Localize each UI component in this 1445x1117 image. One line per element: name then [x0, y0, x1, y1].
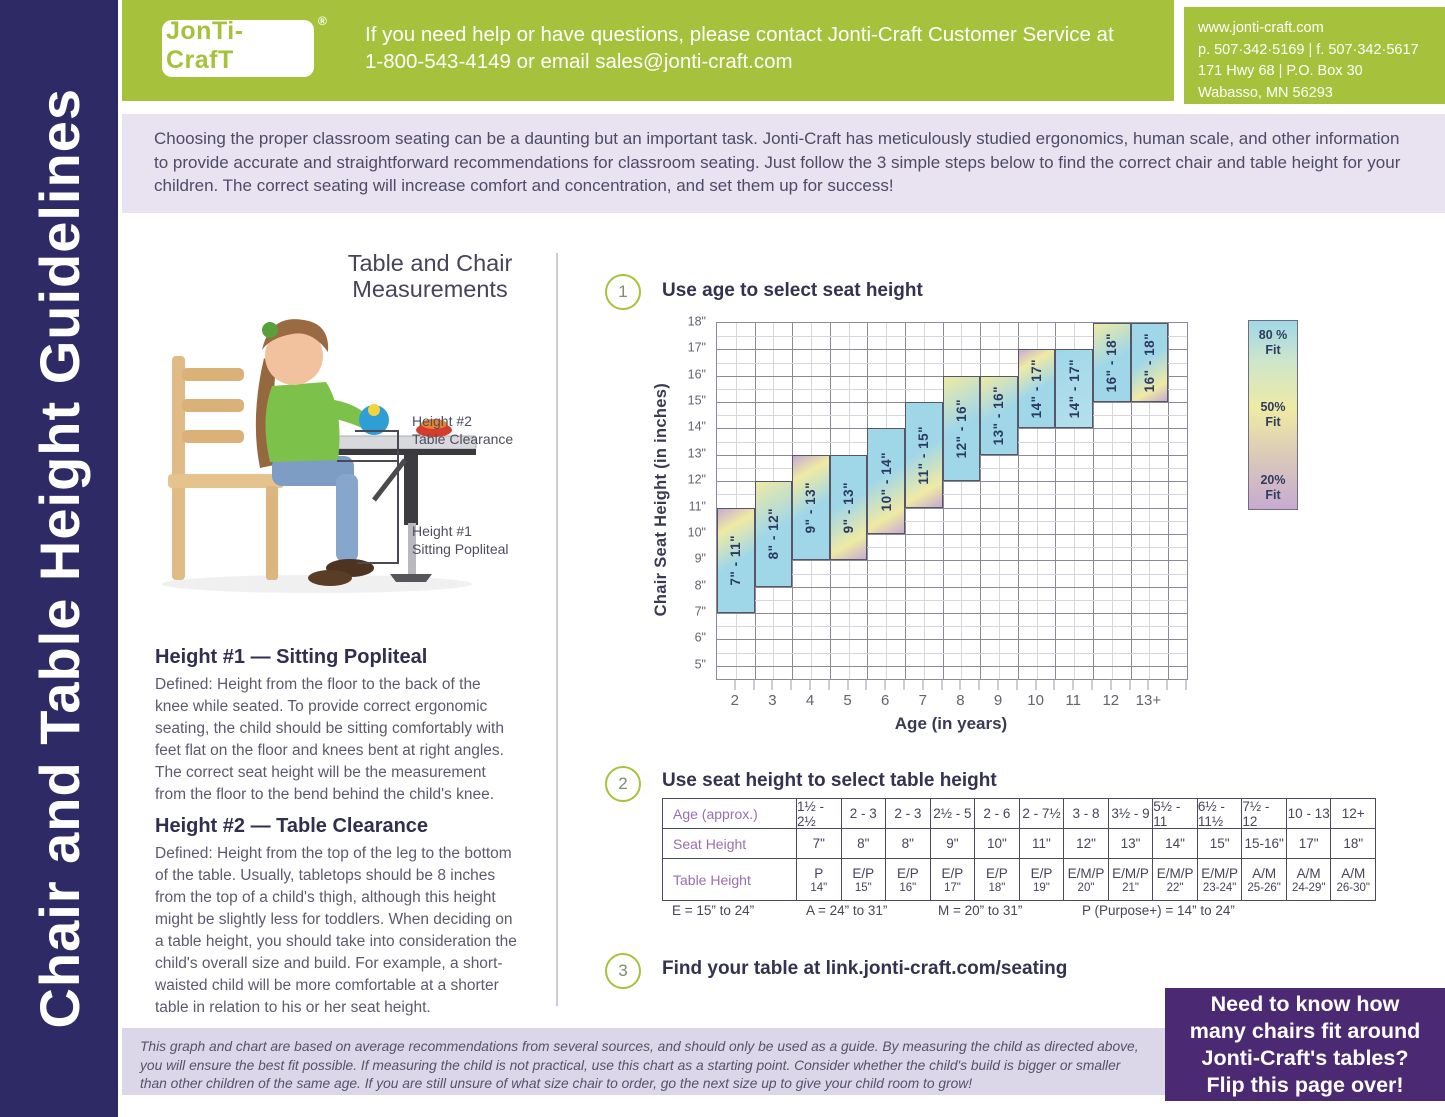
table-height-size: 26-30" — [1336, 881, 1370, 894]
seat-range-label: 14" - 17" — [1066, 359, 1082, 419]
table-height-size: 16" — [899, 881, 917, 894]
table-age-cell: 2 - 3 — [842, 799, 887, 829]
x-axis-tick — [1092, 679, 1093, 690]
y-tick-label: 8" — [694, 578, 706, 593]
header-bar — [122, 0, 1174, 101]
measurements-title: Table and Chair Measurements — [347, 250, 513, 302]
y-tick-label: 12" — [687, 472, 706, 487]
x-axis-tick — [1148, 679, 1149, 690]
gridline-horizontal — [717, 613, 1187, 614]
gridline-horizontal — [717, 666, 1187, 667]
seat-range-box — [830, 455, 868, 560]
footnote-a: A = 24” to 31” — [806, 903, 888, 918]
gridline-horizontal — [717, 653, 1187, 654]
table-table-height-cell — [1198, 859, 1243, 901]
table-table-height-cell — [1287, 859, 1332, 901]
table-height-code: A/M — [1296, 865, 1321, 881]
table-table-height-cell — [886, 859, 931, 901]
seat-range-label: 11" - 15" — [916, 425, 932, 485]
height2-body: Defined: Height from the top of the leg to the bottom of the table. Usually, tabletops should be 8 inches from the top of a child's thigh, although this height might be slightly less for toddlers. When deciding on a table height, you should take into consideration the child's overall size and build. For example, a short-waisted child will be more comfortable at a shorter table in relation to his or her seat height. — [155, 845, 517, 1016]
table-height-size: 21" — [1122, 881, 1139, 894]
address-line-2: Wabasso, MN 56293 — [1198, 84, 1333, 101]
table-seat-height-cell: 15" — [1198, 829, 1243, 859]
x-axis-tick — [979, 679, 980, 690]
website-text: www.jonti-craft.com — [1198, 20, 1324, 36]
seat-range-label: 16" - 18" — [1141, 332, 1157, 393]
step-3-badge: 3 — [605, 953, 641, 989]
table-age-cell: 3 - 8 — [1064, 799, 1109, 829]
step-2-badge: 2 — [605, 766, 641, 802]
seat-range-box — [1055, 349, 1093, 428]
seat-range-box — [755, 481, 793, 586]
y-tick-label: 18" — [687, 314, 706, 329]
address-line-1: 171 Hwy 68 | P.O. Box 30 — [1198, 63, 1363, 79]
table-height-code: E/P — [896, 865, 919, 881]
table-seat-height-cell: 14" — [1153, 829, 1198, 859]
table-table-height-cell — [1109, 859, 1154, 901]
table-seat-height-cell: 17" — [1287, 829, 1332, 859]
table-height-size: 19" — [1033, 881, 1050, 894]
y-tick-label: 15" — [687, 393, 706, 408]
y-tick-label: 11" — [688, 499, 706, 514]
table-seat-height-cell: 8" — [886, 829, 931, 859]
seat-range-label: 10" - 14" — [878, 451, 894, 511]
table-table-height-cell — [1064, 859, 1109, 901]
x-axis-tick — [1073, 679, 1074, 690]
table-row-label: Table Height — [663, 859, 797, 901]
intro-paragraph: Choosing the proper classroom seating can be a daunting but an important task. Jonti-Craft has meticulously studied ergonomics, human scale, and other information to provide accurate and straightforward recommendations for classroom seating. Just follow the 3 simple steps below to find the correct chair and table height for your children. The correct seating will increase comfort and concentration, and set them up for success! — [154, 129, 1401, 195]
legend-50-percent-fit: 50% Fit — [1260, 400, 1286, 429]
gridline-horizontal — [717, 639, 1187, 640]
table-age-cell: 10 - 13 — [1287, 799, 1332, 829]
height1-body: Defined: Height from the floor to the back of the knee while seated. To provide correct ergonomic seating, the child should be sitting comfortably with feet flat on the floor and knees bent at right angles. The correct seat height will be the measurement from the floor to the bend behind the child's knee. — [155, 676, 504, 803]
table-height-size: 15" — [854, 881, 872, 894]
help-line-2: 1-800-543-4149 or email sales@jonti-craft.com — [365, 50, 793, 73]
table-age-cell: 3½ - 9 — [1109, 799, 1154, 829]
x-axis-tick — [1186, 679, 1187, 690]
table-age-cell: 2½ - 5 — [931, 799, 976, 829]
table-height-size: 18" — [988, 881, 1006, 894]
seat-range-box — [792, 455, 830, 560]
x-axis-tick — [1054, 679, 1055, 690]
x-axis-tick — [753, 679, 754, 690]
seat-height-plot — [716, 322, 1188, 680]
x-tick-label: 9 — [993, 692, 1003, 709]
table-seat-height-cell: 8" — [842, 829, 887, 859]
x-axis-tick — [998, 679, 999, 690]
height-table — [662, 798, 1376, 901]
table-seat-height-cell: 7" — [797, 829, 842, 859]
table-table-height-cell — [842, 859, 887, 901]
footnote-m: M = 20” to 31” — [938, 903, 1023, 918]
table-age-cell: 5½ - 11 — [1153, 799, 1198, 829]
x-axis-tick — [941, 679, 942, 690]
x-tickmarks — [716, 679, 1186, 691]
table-seat-height-cell: 9" — [931, 829, 976, 859]
x-axis-tick — [904, 679, 905, 690]
y-tick-label: 7" — [694, 604, 706, 619]
x-tick-label: 13+ — [1135, 692, 1162, 709]
customer-service-text — [365, 21, 1114, 75]
tabletop-line — [355, 430, 399, 432]
x-tick-label: 10 — [1027, 692, 1044, 709]
x-axis-tick — [922, 679, 923, 690]
x-tick-label: 2 — [730, 692, 739, 709]
table-height-code: E/P — [986, 865, 1008, 881]
table-table-height-cell — [975, 859, 1020, 901]
table-age-cell: 7½ - 12 — [1242, 799, 1287, 829]
table-height-code: E/P — [1030, 865, 1053, 881]
logo-text: JonTi-CrafT — [162, 17, 314, 80]
x-tick-label: 3 — [768, 692, 777, 709]
table-height-code: E/M/P — [1201, 865, 1238, 881]
height1-heading: Height #1 — Sitting Popliteal — [155, 646, 428, 668]
seat-range-label: 16" - 18" — [1104, 332, 1120, 393]
y-tick-label: 17" — [687, 340, 706, 355]
x-axis-tick — [847, 679, 848, 690]
table-table-height-cell — [1331, 859, 1376, 901]
seat-range-label: 13" - 16" — [991, 385, 1007, 445]
thigh-line — [337, 460, 399, 462]
step-1-badge: 1 — [605, 274, 641, 310]
seat-range-box — [1093, 323, 1131, 402]
disclaimer-box — [122, 1028, 1165, 1095]
seat-range-box — [943, 376, 981, 481]
y-tick-label: 10" — [687, 525, 706, 540]
table-age-cell: 2 - 3 — [886, 799, 931, 829]
table-seat-height-cell: 11" — [1020, 829, 1065, 859]
x-axis-tick — [810, 679, 811, 690]
y-axis-labels — [664, 314, 710, 678]
table-seat-height-cell: 10" — [975, 829, 1020, 859]
table-height-code: E/M/P — [1067, 865, 1105, 881]
seat-range-label: 8" - 12" — [765, 508, 781, 560]
measurement-bracket-line — [397, 431, 399, 564]
x-axis-tick — [828, 679, 829, 690]
x-axis-tick — [960, 679, 961, 690]
seat-range-box — [980, 376, 1018, 455]
height2-heading: Height #2 — Table Clearance — [155, 815, 429, 837]
table-seat-height-cell: 15-16" — [1242, 829, 1287, 859]
table-table-height-cell — [797, 859, 842, 901]
x-axis-tick — [772, 679, 773, 690]
table-height-code: E/M/P — [1112, 865, 1149, 881]
step-1-heading: Use age to select seat height — [662, 280, 923, 301]
floor-line — [357, 562, 399, 564]
table-height-size: 24-29" — [1291, 881, 1326, 894]
step-2-heading: Use seat height to select table height — [662, 770, 997, 791]
table-height-code: E/P — [941, 865, 964, 881]
table-age-cell: 12+ — [1331, 799, 1376, 829]
page-title: Chair and Table Height Guidelines — [27, 88, 91, 1029]
phone-fax-text: p. 507·342·5169 | f. 507·342·5617 — [1198, 41, 1419, 58]
table-height-size: 17" — [943, 881, 961, 894]
table-age-cell: 6½ - 11½ — [1198, 799, 1243, 829]
height1-annotation: Height #1 Sitting Popliteal — [412, 523, 509, 557]
y-tick-label: 9" — [694, 551, 706, 566]
help-line-1: If you need help or have questions, please contact Jonti-Craft Customer Service at — [365, 23, 1114, 46]
seat-range-label: 7" - 11" — [728, 535, 744, 586]
y-tick-label: 16" — [687, 367, 706, 382]
seat-range-box — [1018, 349, 1056, 428]
y-tick-label: 5" — [694, 657, 706, 672]
seat-range-label: 9" - 13" — [803, 481, 819, 534]
x-axis-tick — [1129, 679, 1130, 690]
table-age-cell: 2 - 6 — [975, 799, 1020, 829]
table-seat-height-cell: 12" — [1064, 829, 1109, 859]
gridline-horizontal — [717, 600, 1187, 601]
seat-range-label: 9" - 13" — [841, 481, 857, 534]
table-height-code: P — [814, 865, 824, 881]
x-tick-label: 5 — [843, 692, 852, 709]
table-age-cell: 2 - 7½ — [1020, 799, 1065, 829]
x-tick-label: 4 — [805, 692, 815, 709]
table-age-cell: 1½ - 2½ — [797, 799, 842, 829]
disclaimer-text: This graph and chart are based on average recommendations from several sources, and should only be used as a guide. By measuring the child as directed above, you will ensure the best fit possible. If measuring the child is not practical, use this chart as a starting point. Consider whether the child's build is bigger or smaller than other children of the same age. If you are still unsure of what size chair to order, go the next size up to give your child room to grow! — [140, 1039, 1139, 1091]
x-axis-labels — [716, 692, 1186, 712]
x-tick-label: 8 — [956, 692, 965, 709]
x-tick-label: 7 — [918, 692, 927, 709]
seat-range-box — [867, 428, 905, 533]
x-axis-tick — [734, 679, 735, 690]
x-axis-tick — [1110, 679, 1111, 690]
seat-range-box — [717, 508, 755, 613]
sidebar — [0, 0, 118, 1117]
x-axis-tick — [1167, 679, 1168, 690]
seat-range-box — [905, 402, 943, 507]
contact-info-box — [1184, 7, 1445, 104]
table-height-code: E/P — [852, 865, 875, 881]
table-seat-height-cell: 13" — [1109, 829, 1154, 859]
x-axis-title: Age (in years) — [894, 714, 1008, 733]
table-table-height-cell — [1242, 859, 1287, 901]
legend-20-percent-fit: 20% Fit — [1260, 473, 1286, 502]
seat-range-label: 14" - 17" — [1029, 359, 1045, 419]
flip-page-callout: Need to know how many chairs fit around Jonti-Craft's tables? Flip this page over! — [1165, 988, 1445, 1101]
seat-range-label: 12" - 16" — [953, 398, 969, 459]
table-height-size: 14" — [810, 881, 828, 894]
legend-80-percent-fit: 80 % Fit — [1258, 328, 1288, 357]
x-axis-tick — [1016, 679, 1017, 690]
x-tick-label: 11 — [1065, 692, 1081, 709]
column-divider — [556, 253, 558, 1006]
step-3-heading: Find your table at link.jonti-craft.com/seating — [662, 958, 1068, 979]
table-height-size: 23-24" — [1202, 881, 1237, 894]
y-tick-label: 13" — [687, 446, 706, 461]
table-height-size: 25-26" — [1247, 881, 1281, 894]
footnote-e: E = 15” to 24” — [672, 903, 755, 918]
table-height-code: E/M/P — [1156, 865, 1194, 881]
table-height-size: 20" — [1077, 881, 1095, 894]
height2-annotation: Height #2 Table Clearance — [412, 413, 514, 447]
registered-trademark-mark: ® — [318, 14, 327, 28]
intro-box — [122, 114, 1445, 213]
table-table-height-cell — [1020, 859, 1065, 901]
table-row-label: Seat Height — [663, 829, 797, 859]
x-tick-label: 6 — [881, 692, 890, 709]
fit-legend — [1248, 320, 1298, 510]
jonti-craft-logo — [162, 17, 314, 77]
table-seat-height-cell: 18" — [1331, 829, 1376, 859]
y-tick-label: 14" — [687, 419, 706, 434]
table-height-code: A/M — [1341, 865, 1366, 881]
x-axis-tick — [885, 679, 886, 690]
y-axis-title: Chair Seat Height (in inches) — [651, 383, 670, 617]
x-axis-tick — [866, 679, 867, 690]
table-table-height-cell — [1153, 859, 1198, 901]
seat-range-box — [1131, 323, 1169, 402]
table-height-code: A/M — [1252, 865, 1277, 881]
footnote-p: P (Purpose+) = 14” to 24” — [1082, 903, 1235, 918]
table-row-label: Age (approx.) — [663, 799, 797, 829]
gridline-horizontal — [717, 587, 1187, 588]
x-axis-tick — [791, 679, 792, 690]
x-tick-label: 12 — [1102, 692, 1120, 709]
y-tick-label: 6" — [694, 630, 706, 645]
table-table-height-cell — [931, 859, 976, 901]
gridline-horizontal — [717, 626, 1187, 627]
x-axis-tick — [1035, 679, 1036, 690]
table-height-size: 22" — [1166, 881, 1184, 894]
